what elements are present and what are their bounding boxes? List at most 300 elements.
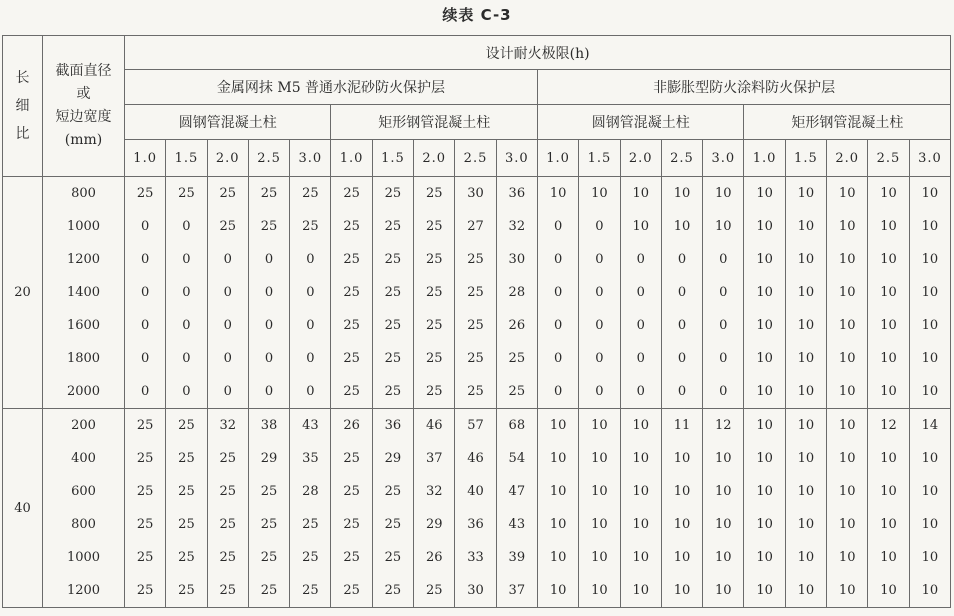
value-cell: 57 (455, 409, 496, 443)
table-row (3, 574, 951, 608)
section-size-cell: 1000 (43, 541, 125, 574)
value-cell: 0 (125, 309, 166, 342)
value-cell: 10 (827, 243, 868, 276)
value-cell: 25 (290, 210, 331, 243)
value-cell: 10 (827, 475, 868, 508)
value-cell: 10 (744, 574, 785, 608)
value-cell: 0 (661, 342, 702, 375)
value-cell: 10 (785, 409, 826, 443)
value-cell: 10 (620, 409, 661, 443)
value-cell: 32 (207, 409, 248, 443)
value-cell: 35 (290, 442, 331, 475)
value-cell: 10 (579, 541, 620, 574)
table-row (3, 210, 951, 243)
value-cell: 25 (455, 342, 496, 375)
coating-round-column-header: 圆钢管混凝土柱 (537, 105, 743, 140)
value-cell: 0 (579, 375, 620, 409)
value-cell: 10 (579, 574, 620, 608)
value-cell: 25 (125, 508, 166, 541)
value-cell: 10 (909, 177, 951, 211)
value-cell: 10 (744, 177, 785, 211)
value-cell: 10 (537, 574, 578, 608)
value-cell: 10 (909, 475, 951, 508)
value-cell: 0 (579, 309, 620, 342)
section-size-cell: 1800 (43, 342, 125, 375)
table-row (3, 375, 951, 409)
value-cell: 25 (125, 541, 166, 574)
section-size-cell: 800 (43, 508, 125, 541)
value-cell: 25 (331, 276, 372, 309)
value-cell: 39 (496, 541, 537, 574)
value-cell: 25 (414, 309, 455, 342)
table-row (3, 442, 951, 475)
value-cell: 10 (785, 508, 826, 541)
value-cell: 0 (207, 276, 248, 309)
value-cell: 25 (455, 243, 496, 276)
value-cell: 38 (248, 409, 289, 443)
value-cell: 10 (620, 508, 661, 541)
value-cell: 10 (620, 210, 661, 243)
value-cell: 25 (166, 475, 207, 508)
value-cell: 10 (579, 475, 620, 508)
value-cell: 10 (785, 243, 826, 276)
value-cell: 25 (372, 309, 413, 342)
section-size-cell: 1400 (43, 276, 125, 309)
value-cell: 10 (827, 375, 868, 409)
section-size-cell: 2000 (43, 375, 125, 409)
value-cell: 10 (909, 276, 951, 309)
value-cell: 10 (909, 574, 951, 608)
value-cell: 10 (827, 409, 868, 443)
value-cell: 0 (166, 309, 207, 342)
value-cell: 10 (909, 309, 951, 342)
value-cell: 25 (331, 375, 372, 409)
slenderness-header: 长 细 比 (3, 36, 43, 177)
value-cell: 10 (785, 309, 826, 342)
value-cell: 25 (290, 541, 331, 574)
value-cell: 10 (909, 541, 951, 574)
value-cell: 25 (414, 177, 455, 211)
value-cell: 10 (868, 574, 909, 608)
value-cell: 54 (496, 442, 537, 475)
value-cell: 10 (827, 541, 868, 574)
value-cell: 10 (620, 177, 661, 211)
value-cell: 25 (290, 177, 331, 211)
table-row (3, 276, 951, 309)
value-cell: 10 (703, 541, 744, 574)
value-cell: 30 (455, 177, 496, 211)
value-cell: 0 (620, 309, 661, 342)
section-size-cell: 1600 (43, 309, 125, 342)
value-cell: 0 (579, 342, 620, 375)
value-cell: 25 (372, 210, 413, 243)
mortar-rect-column-header: 矩形钢管混凝土柱 (331, 105, 537, 140)
section-size-cell: 1200 (43, 574, 125, 608)
value-cell: 10 (537, 409, 578, 443)
value-cell: 10 (579, 409, 620, 443)
value-cell: 26 (414, 541, 455, 574)
value-cell: 11 (661, 409, 702, 443)
value-cell: 10 (661, 442, 702, 475)
value-cell: 0 (290, 309, 331, 342)
value-cell: 25 (372, 177, 413, 211)
value-cell: 10 (785, 541, 826, 574)
value-cell: 0 (248, 276, 289, 309)
value-cell: 0 (125, 375, 166, 409)
value-cell: 27 (455, 210, 496, 243)
value-cell: 0 (661, 276, 702, 309)
value-cell: 0 (703, 243, 744, 276)
value-cell: 0 (661, 309, 702, 342)
value-cell: 10 (868, 442, 909, 475)
value-cell: 25 (414, 375, 455, 409)
value-cell: 33 (455, 541, 496, 574)
value-cell: 10 (868, 375, 909, 409)
value-cell: 10 (827, 276, 868, 309)
value-cell: 25 (248, 475, 289, 508)
value-cell: 10 (744, 475, 785, 508)
coating-rect-column-header: 矩形钢管混凝土柱 (744, 105, 951, 140)
value-cell: 10 (703, 475, 744, 508)
ratio-header: 2.0 (620, 140, 661, 177)
value-cell: 0 (166, 375, 207, 409)
value-cell: 25 (125, 177, 166, 211)
value-cell: 10 (703, 574, 744, 608)
value-cell: 10 (703, 177, 744, 211)
value-cell: 25 (331, 541, 372, 574)
value-cell: 0 (248, 309, 289, 342)
section-size-cell: 200 (43, 409, 125, 443)
value-cell: 36 (496, 177, 537, 211)
table-row (3, 342, 951, 375)
value-cell: 25 (290, 574, 331, 608)
value-cell: 10 (785, 177, 826, 211)
value-cell: 0 (537, 210, 578, 243)
table-caption: 续表 C-3 (442, 6, 512, 24)
fire-resistance-table (2, 35, 951, 608)
ratio-header: 1.0 (537, 140, 578, 177)
ratio-header: 1.0 (125, 140, 166, 177)
value-cell: 25 (455, 309, 496, 342)
value-cell: 10 (909, 508, 951, 541)
slenderness-cell: 40 (3, 409, 43, 608)
value-cell: 10 (744, 243, 785, 276)
value-cell: 10 (827, 508, 868, 541)
value-cell: 0 (537, 342, 578, 375)
value-cell: 25 (331, 508, 372, 541)
ratio-header: 3.0 (496, 140, 537, 177)
table-row (3, 243, 951, 276)
value-cell: 0 (290, 375, 331, 409)
value-cell: 10 (909, 210, 951, 243)
value-cell: 0 (166, 342, 207, 375)
value-cell: 10 (579, 508, 620, 541)
value-cell: 25 (496, 342, 537, 375)
value-cell: 0 (537, 243, 578, 276)
value-cell: 10 (868, 541, 909, 574)
ratio-header: 2.5 (248, 140, 289, 177)
design-limit-header: 设计耐火极限(h) (125, 36, 951, 70)
value-cell: 25 (125, 442, 166, 475)
value-cell: 10 (909, 342, 951, 375)
value-cell: 0 (537, 276, 578, 309)
section-size-header: 截面直径 或 短边宽度 (mm) (43, 36, 125, 177)
value-cell: 10 (744, 508, 785, 541)
value-cell: 36 (372, 409, 413, 443)
value-cell: 0 (207, 342, 248, 375)
value-cell: 10 (785, 342, 826, 375)
value-cell: 0 (125, 342, 166, 375)
value-cell: 12 (868, 409, 909, 443)
value-cell: 10 (868, 508, 909, 541)
value-cell: 10 (827, 309, 868, 342)
value-cell: 10 (868, 243, 909, 276)
value-cell: 30 (496, 243, 537, 276)
value-cell: 10 (909, 243, 951, 276)
value-cell: 0 (661, 243, 702, 276)
value-cell: 10 (827, 574, 868, 608)
value-cell: 10 (661, 541, 702, 574)
value-cell: 25 (414, 342, 455, 375)
value-cell: 10 (827, 342, 868, 375)
value-cell: 43 (290, 409, 331, 443)
value-cell: 25 (166, 574, 207, 608)
ratio-header: 1.0 (331, 140, 372, 177)
value-cell: 36 (455, 508, 496, 541)
section-size-cell: 800 (43, 177, 125, 211)
value-cell: 47 (496, 475, 537, 508)
value-cell: 10 (744, 276, 785, 309)
value-cell: 10 (909, 442, 951, 475)
value-cell: 10 (868, 177, 909, 211)
value-cell: 10 (661, 475, 702, 508)
value-cell: 25 (207, 508, 248, 541)
value-cell: 25 (372, 574, 413, 608)
value-cell: 32 (414, 475, 455, 508)
value-cell: 10 (827, 442, 868, 475)
ratio-header: 3.0 (290, 140, 331, 177)
value-cell: 25 (372, 375, 413, 409)
value-cell: 10 (744, 442, 785, 475)
ratio-header: 1.0 (744, 140, 785, 177)
value-cell: 26 (496, 309, 537, 342)
value-cell: 10 (744, 541, 785, 574)
value-cell: 0 (207, 243, 248, 276)
table-row (3, 508, 951, 541)
value-cell: 10 (868, 210, 909, 243)
table-row (3, 541, 951, 574)
value-cell: 25 (372, 541, 413, 574)
value-cell: 0 (620, 276, 661, 309)
value-cell: 25 (372, 475, 413, 508)
value-cell: 0 (248, 243, 289, 276)
value-cell: 25 (125, 409, 166, 443)
value-cell: 0 (620, 342, 661, 375)
value-cell: 30 (455, 574, 496, 608)
value-cell: 10 (744, 342, 785, 375)
value-cell: 25 (414, 210, 455, 243)
ratio-header: 2.0 (414, 140, 455, 177)
value-cell: 10 (620, 475, 661, 508)
value-cell: 25 (207, 541, 248, 574)
value-cell: 46 (455, 442, 496, 475)
value-cell: 10 (868, 342, 909, 375)
value-cell: 0 (166, 243, 207, 276)
value-cell: 37 (414, 442, 455, 475)
ratio-header: 2.0 (827, 140, 868, 177)
value-cell: 25 (372, 342, 413, 375)
mortar-layer-header: 金属网抹 M5 普通水泥砂防火保护层 (125, 70, 538, 105)
value-cell: 28 (290, 475, 331, 508)
value-cell: 10 (744, 210, 785, 243)
value-cell: 25 (414, 574, 455, 608)
value-cell: 25 (455, 375, 496, 409)
value-cell: 25 (248, 508, 289, 541)
value-cell: 10 (868, 276, 909, 309)
value-cell: 0 (290, 342, 331, 375)
value-cell: 0 (703, 342, 744, 375)
value-cell: 0 (620, 243, 661, 276)
table-row (3, 309, 951, 342)
value-cell: 25 (414, 243, 455, 276)
value-cell: 25 (207, 210, 248, 243)
value-cell: 25 (331, 309, 372, 342)
value-cell: 10 (868, 475, 909, 508)
value-cell: 25 (372, 276, 413, 309)
coating-layer-header: 非膨胀型防火涂料防火保护层 (537, 70, 950, 105)
value-cell: 68 (496, 409, 537, 443)
value-cell: 10 (537, 177, 578, 211)
slenderness-cell: 20 (3, 177, 43, 409)
section-size-cell: 1200 (43, 243, 125, 276)
ratio-header: 1.5 (166, 140, 207, 177)
ratio-header: 2.5 (868, 140, 909, 177)
value-cell: 0 (125, 243, 166, 276)
value-cell: 43 (496, 508, 537, 541)
value-cell: 25 (166, 508, 207, 541)
value-cell: 10 (661, 177, 702, 211)
table-row (3, 409, 951, 443)
value-cell: 10 (579, 177, 620, 211)
value-cell: 29 (414, 508, 455, 541)
value-cell: 10 (661, 574, 702, 608)
value-cell: 10 (744, 375, 785, 409)
value-cell: 25 (166, 541, 207, 574)
value-cell: 25 (496, 375, 537, 409)
value-cell: 25 (166, 409, 207, 443)
value-cell: 0 (248, 342, 289, 375)
value-cell: 0 (703, 375, 744, 409)
value-cell: 0 (579, 276, 620, 309)
value-cell: 12 (703, 409, 744, 443)
value-cell: 0 (166, 210, 207, 243)
value-cell: 25 (248, 177, 289, 211)
ratio-header: 2.5 (455, 140, 496, 177)
value-cell: 25 (331, 243, 372, 276)
value-cell: 25 (166, 442, 207, 475)
value-cell: 25 (248, 574, 289, 608)
value-cell: 0 (703, 309, 744, 342)
value-cell: 25 (125, 475, 166, 508)
value-cell: 0 (207, 375, 248, 409)
value-cell: 46 (414, 409, 455, 443)
section-size-cell: 600 (43, 475, 125, 508)
value-cell: 25 (455, 276, 496, 309)
value-cell: 25 (331, 210, 372, 243)
value-cell: 32 (496, 210, 537, 243)
ratio-header: 1.5 (372, 140, 413, 177)
value-cell: 14 (909, 409, 951, 443)
value-cell: 10 (703, 508, 744, 541)
table-row (3, 177, 951, 211)
section-size-cell: 400 (43, 442, 125, 475)
value-cell: 10 (620, 541, 661, 574)
value-cell: 10 (620, 442, 661, 475)
value-cell: 0 (125, 210, 166, 243)
value-cell: 10 (661, 508, 702, 541)
value-cell: 25 (290, 508, 331, 541)
value-cell: 0 (537, 309, 578, 342)
value-cell: 25 (331, 574, 372, 608)
section-size-cell: 1000 (43, 210, 125, 243)
value-cell: 25 (372, 508, 413, 541)
value-cell: 10 (744, 409, 785, 443)
value-cell: 10 (909, 375, 951, 409)
value-cell: 25 (331, 442, 372, 475)
value-cell: 10 (785, 276, 826, 309)
value-cell: 40 (455, 475, 496, 508)
value-cell: 10 (827, 210, 868, 243)
value-cell: 29 (248, 442, 289, 475)
value-cell: 0 (579, 243, 620, 276)
value-cell: 25 (372, 243, 413, 276)
value-cell: 0 (290, 243, 331, 276)
value-cell: 25 (207, 442, 248, 475)
value-cell: 29 (372, 442, 413, 475)
value-cell: 25 (331, 475, 372, 508)
ratio-header: 1.5 (579, 140, 620, 177)
table-row (3, 475, 951, 508)
value-cell: 0 (620, 375, 661, 409)
value-cell: 25 (414, 276, 455, 309)
value-cell: 0 (537, 375, 578, 409)
value-cell: 0 (248, 375, 289, 409)
value-cell: 0 (703, 276, 744, 309)
value-cell: 0 (579, 210, 620, 243)
ratio-header: 1.5 (785, 140, 826, 177)
value-cell: 10 (537, 442, 578, 475)
value-cell: 25 (207, 177, 248, 211)
value-cell: 25 (248, 210, 289, 243)
value-cell: 25 (207, 574, 248, 608)
value-cell: 10 (785, 210, 826, 243)
value-cell: 25 (248, 541, 289, 574)
value-cell: 28 (496, 276, 537, 309)
value-cell: 10 (868, 309, 909, 342)
value-cell: 10 (661, 210, 702, 243)
value-cell: 10 (537, 475, 578, 508)
value-cell: 10 (785, 475, 826, 508)
value-cell: 10 (827, 177, 868, 211)
value-cell: 0 (207, 309, 248, 342)
value-cell: 0 (125, 276, 166, 309)
mortar-round-column-header: 圆钢管混凝土柱 (125, 105, 331, 140)
value-cell: 0 (290, 276, 331, 309)
value-cell: 10 (537, 541, 578, 574)
ratio-header: 2.0 (207, 140, 248, 177)
ratio-header: 2.5 (661, 140, 702, 177)
value-cell: 10 (785, 442, 826, 475)
